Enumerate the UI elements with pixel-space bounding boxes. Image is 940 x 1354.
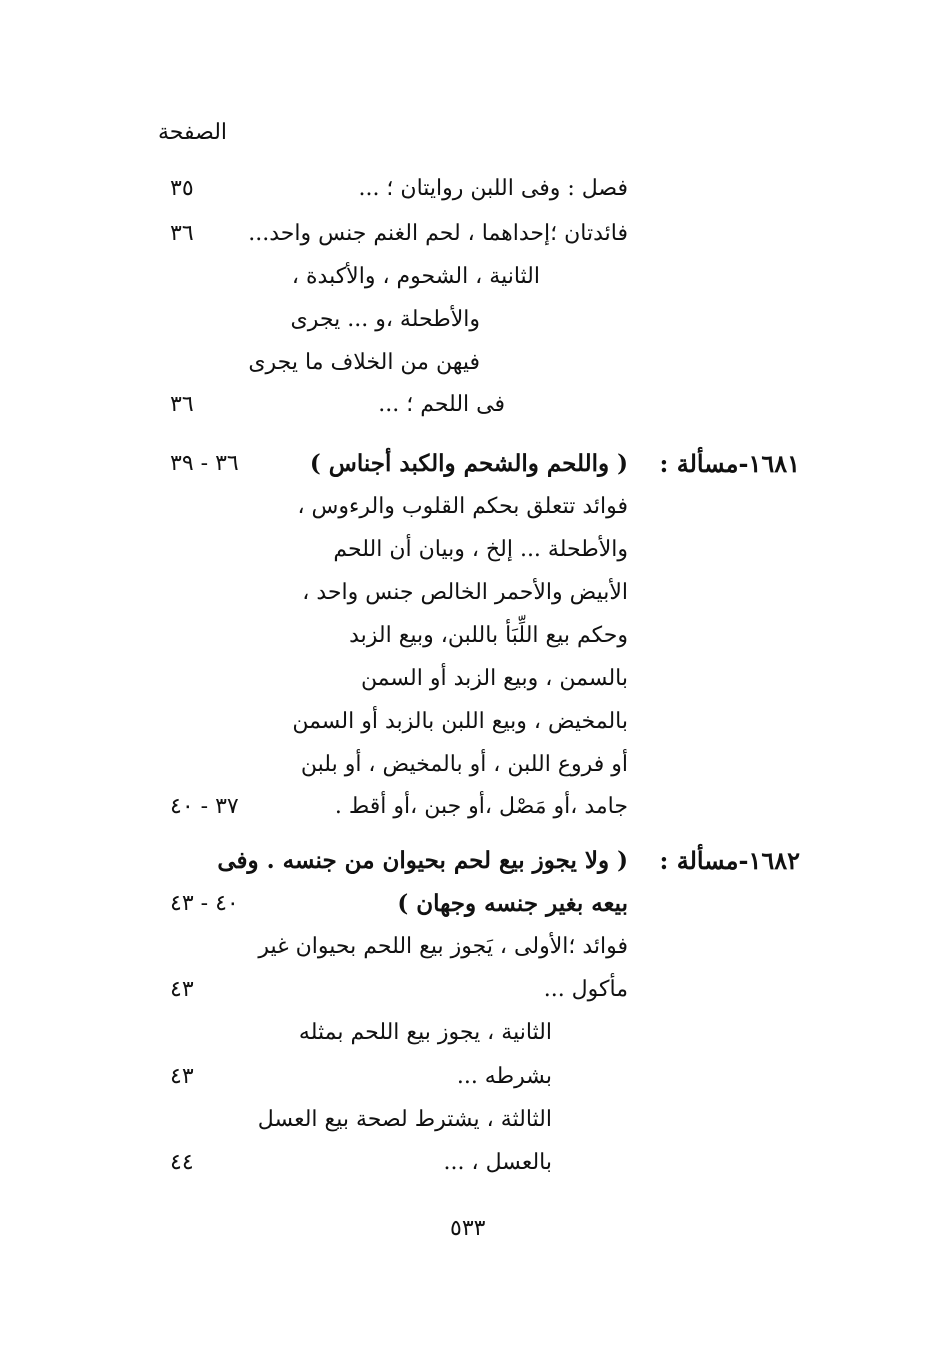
masala-label: ١٦٨١-مسألة : [659, 449, 800, 478]
masala-title: ( واللحم والشحم والكبد أجناس ) [309, 450, 628, 477]
masala-line: مأكول ... [543, 977, 628, 1002]
entry-text: فى اللحم ؛ ... [378, 392, 505, 417]
entry-text: فصل : وفى اللبن روايتان ؛ ... [358, 176, 628, 201]
masala-label: ١٦٨٢-مسألة : [659, 846, 800, 875]
masala-line: والأطحلة ... إلخ ، وبيان أن اللحم [333, 537, 628, 562]
entry-text: والأطحلة ،و ... يجرى [290, 307, 480, 332]
entry-page: ٤٣ [170, 977, 194, 1002]
entry-text: فائدتان ؛إحداهما ، لحم الغنم جنس واحد... [248, 221, 628, 246]
masala-title: بيعه بغير جنسه وجهان ) [397, 890, 628, 917]
masala-line: الثانية ، يجوز بيع اللحم بمثله [298, 1020, 552, 1045]
entry-page: ٣٥ [170, 176, 194, 201]
masala-pages: ٤٠ - ٤٣ [170, 891, 239, 916]
masala-line: وحكم بيع اللِّبَأ باللبن، وبيع الزبد [349, 623, 628, 648]
masala-pages: ٣٧ - ٤٠ [170, 794, 239, 819]
masala-line: جامد ،أو مَصْل ،أو جبن ،أو أقط . [334, 794, 628, 819]
entry-text: فيهن من الخلاف ما يجرى [248, 350, 480, 375]
entry-text: الثانية ، الشحوم ، والأكبدة ، [291, 264, 540, 289]
masala-title: ( ولا يجوز بيع لحم بحيوان من جنسه . وفى [217, 847, 628, 874]
masala-pages: ٣٦ - ٣٩ [170, 451, 239, 476]
masala-line: الأبيض والأحمر الخالص جنس واحد ، [302, 580, 628, 605]
masala-line: بالعسل ، ... [443, 1150, 552, 1175]
masala-line: بالمخيض ، وبيع اللبن بالزبد أو السمن [292, 709, 628, 734]
masala-line: بالسمن ، وبيع الزبد أو السمن [360, 666, 628, 691]
masala-line: الثالثة ، يشترط لصحة بيع العسل [257, 1107, 552, 1132]
entry-page: ٤٣ [170, 1064, 194, 1089]
masala-line: فوائد ؛الأولى ، يَجوز بيع اللحم بحيوان غير [258, 934, 628, 959]
masala-line: بشرطه ... [456, 1064, 552, 1089]
entry-page: ٣٦ [170, 392, 194, 417]
masala-line: فوائد تتعلق بحكم القلوب والرءوس ، [297, 494, 628, 519]
masala-line: أو فروع اللبن ، أو بالمخيض ، أو بلبن [300, 752, 628, 777]
entry-page: ٣٦ [170, 221, 194, 246]
page-number: ٥٣٣ [450, 1216, 486, 1241]
page-column-header: الصفحة [158, 120, 228, 145]
entry-page: ٤٤ [170, 1150, 194, 1175]
